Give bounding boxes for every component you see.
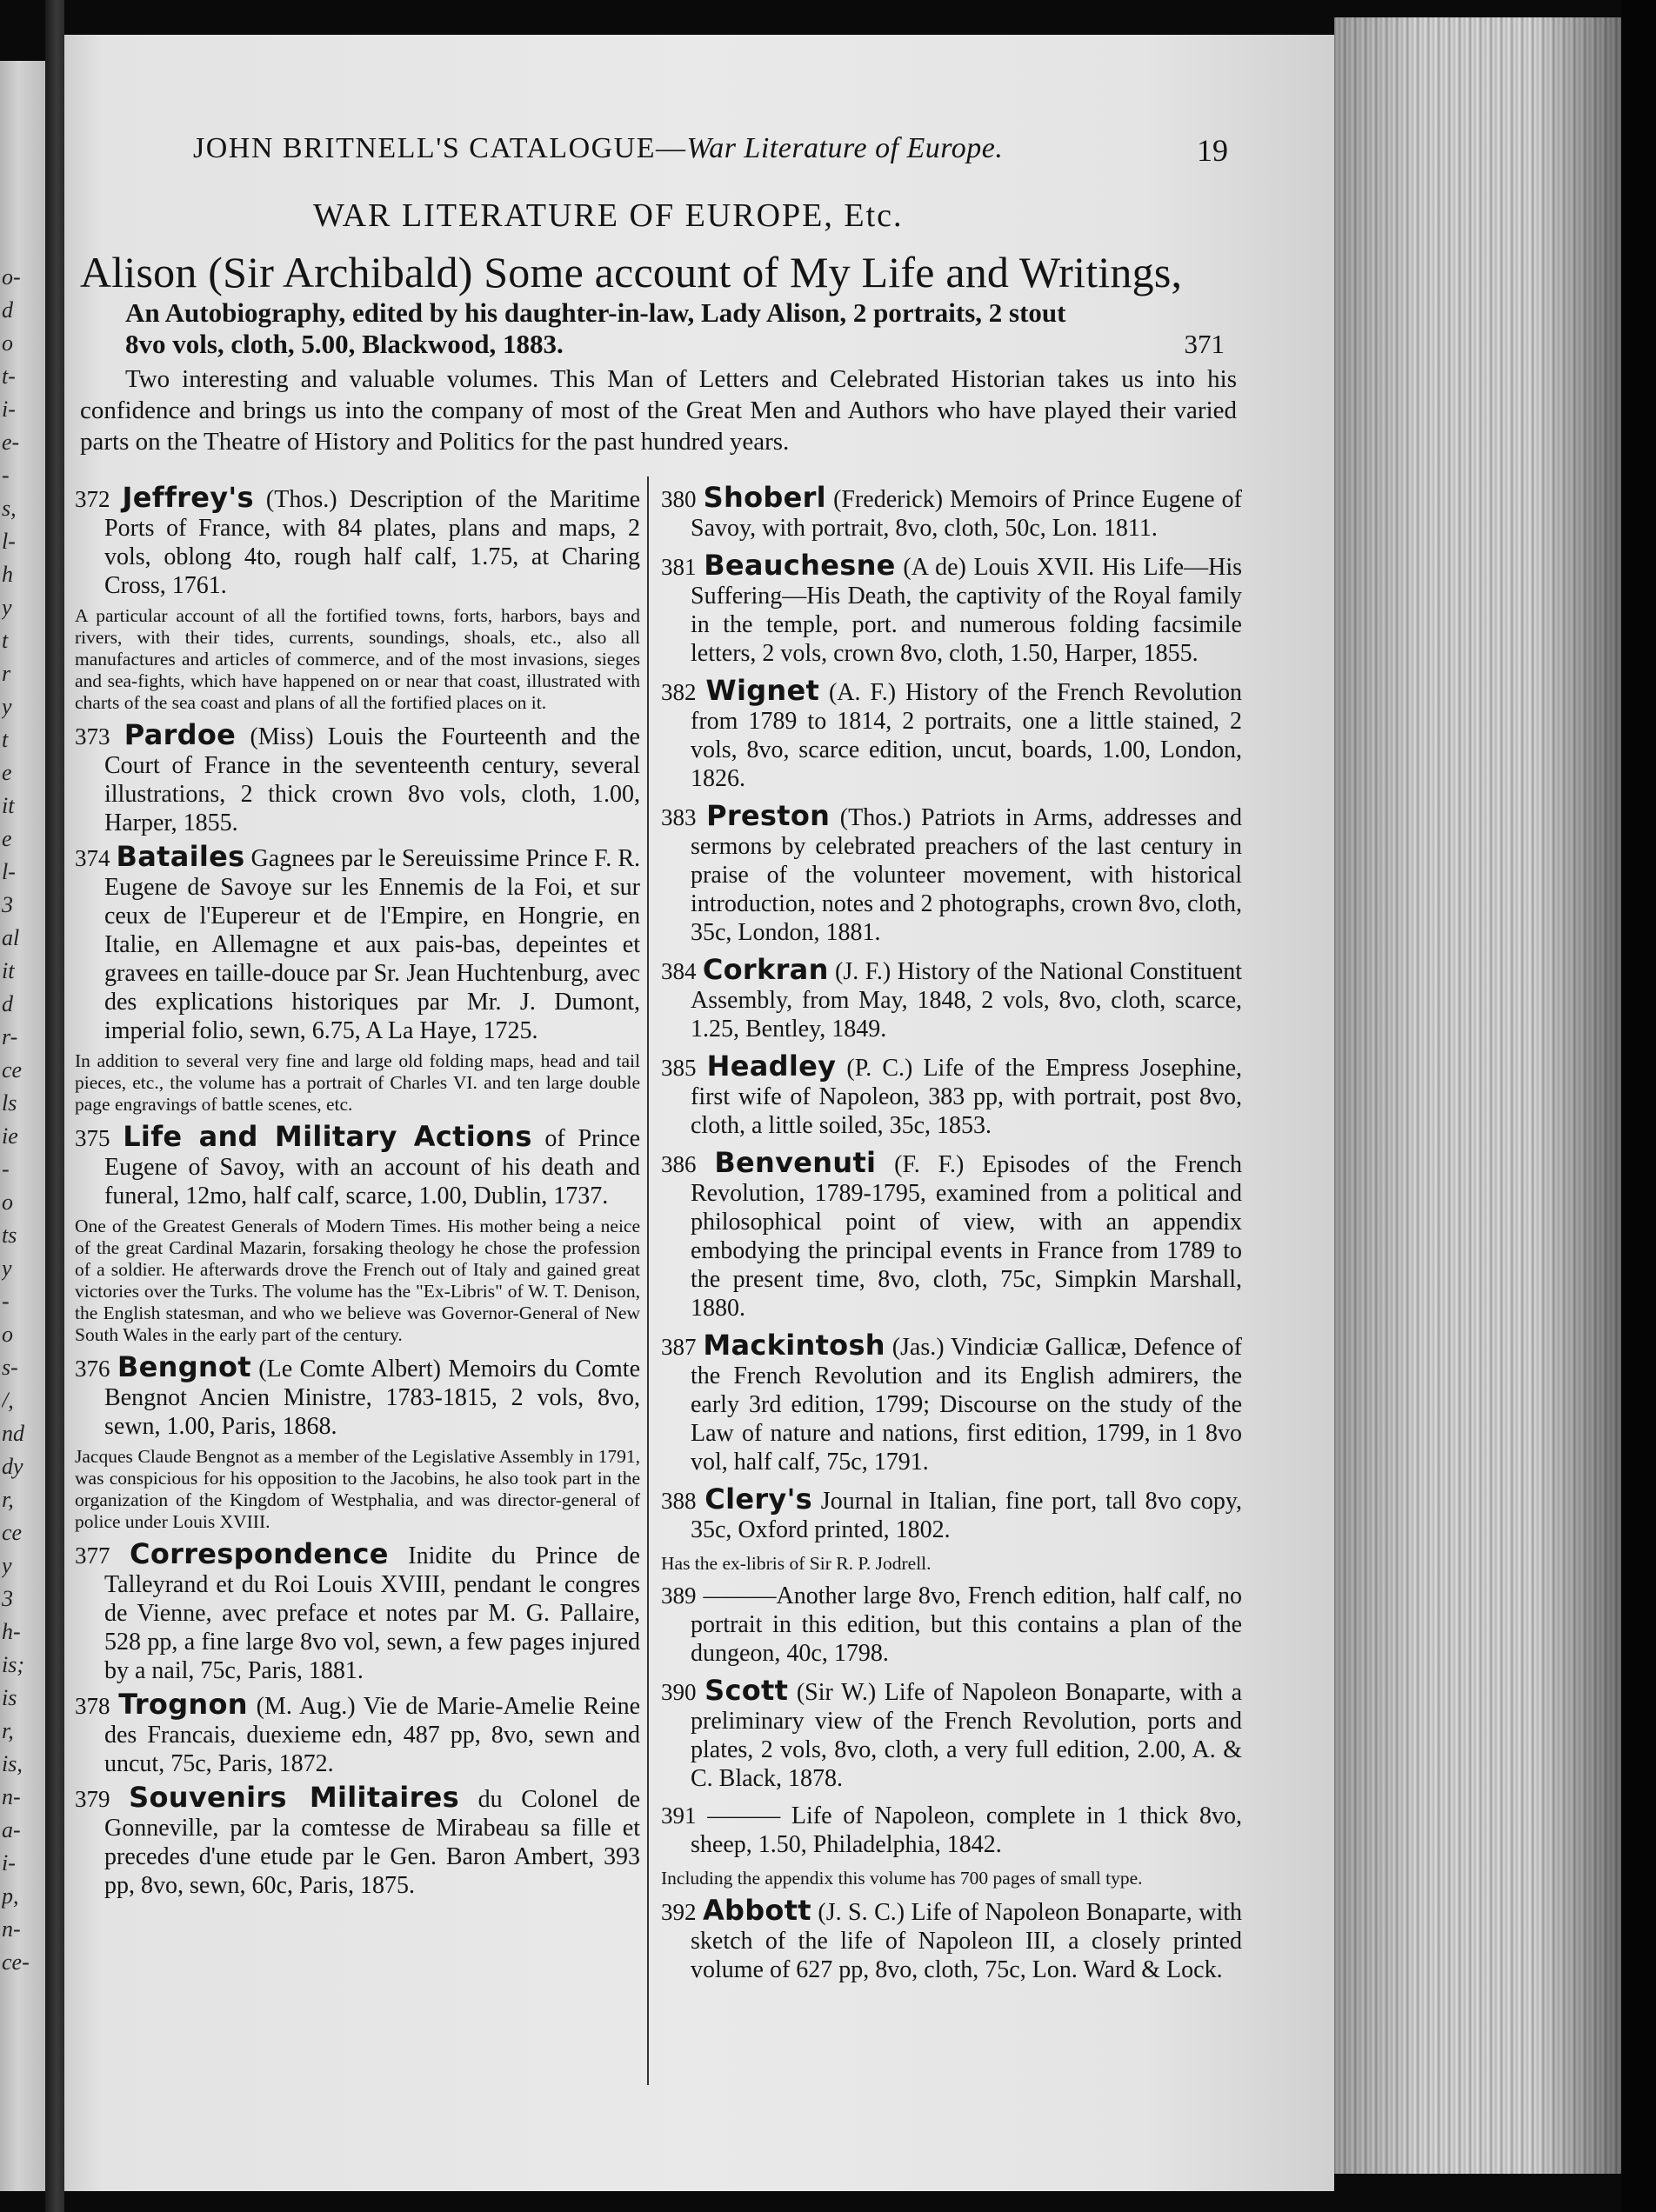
sliver-fragment: -: [2, 1156, 10, 1182]
column-divider: [647, 476, 649, 2085]
catalogue-entry: [75, 483, 640, 600]
lot-number: 387: [661, 1334, 697, 1360]
entry-description: (M. Aug.) Vie de Marie-Amelie Reine des Francais, duexieme edn, 487 pp, 8vo, sewn and uncut, 75c, Paris, 1872.: [104, 1693, 641, 1777]
lead-description: [80, 363, 1237, 457]
entry-note: Including the appendix this volume has 700 pages of small type.: [661, 1868, 1143, 1889]
entry-note: Jacques Claude Bengnot as a member of the Legislative Assembly in 1791, was conspicious for his opposition to the Jacobins, he also took part in the organization of the Kingdom of Westphalia, and was director-general of police under Louis XVIII.: [75, 1446, 640, 1532]
entry-description: ———Another large 8vo, French edition, half calf, no portrait in this edition, but this contains a plan of the dungeon, 40c, 1798.: [691, 1582, 1243, 1667]
entry-author: Batailes: [116, 840, 245, 873]
catalogue-entry: [661, 1331, 1242, 1476]
entry-description: (Frederick) Memoirs of Prince Eugene of Savoy, with portrait, 8vo, cloth, 50c, Lon. 1811.: [691, 486, 1242, 542]
entry-author: Life and Military Actions: [123, 1120, 532, 1153]
sliver-fragment: i-: [2, 396, 16, 422]
sliver-fragment: i-: [2, 1850, 16, 1876]
left-column: [75, 483, 640, 1905]
catalogue-entry: [661, 1582, 1242, 1668]
sliver-fragment: it: [2, 793, 15, 818]
sliver-fragment: d: [2, 297, 13, 323]
catalogue-entry: [661, 1482, 1243, 1544]
entry-author: Pardoe: [124, 718, 237, 751]
entry-description: Journal in Italian, fine port, tall 8vo copy, 35c, Oxford printed, 1802.: [691, 1488, 1243, 1543]
entry-note: A particular account of all the fortified towns, forts, harbors, bays and rivers, with their tides, currents, soundings, shoals, etc., also all manufactures and articles of commerce, and of the most invasions, sieges and sea-fights, which have happened on or near that coast, illustrated with charts of the sea coast and plans of all the fortified places on it.: [75, 605, 640, 713]
lead-subtitle: An Autobiography, edited by his daughter-in-law, Lady Alison, 2 portraits, 2 stout: [125, 297, 1066, 328]
sliver-fragment: l-: [2, 859, 16, 884]
sliver-fragment: y: [2, 1553, 12, 1578]
catalogue-entry: [661, 953, 1243, 1043]
catalogue-entry: [75, 1690, 640, 1778]
entry-author: Trognon: [118, 1688, 248, 1721]
sliver-fragment: e-: [2, 430, 20, 455]
sliver-fragment: y: [2, 694, 12, 719]
sliver-fragment: s-: [2, 1355, 18, 1380]
entry-description: (Miss) Louis the Fourteenth and the Court of France in the seventeenth century, several illustrations, 2 thick crown 8vo vols, cloth, 1.00, Harper, 1855.: [104, 723, 640, 836]
previous-page-fragments: [2, 261, 43, 1979]
sliver-fragment: t: [2, 727, 9, 752]
sliver-fragment: it: [2, 958, 15, 983]
lot-number: 392: [661, 1899, 697, 1925]
entry-author: Clery's: [704, 1482, 813, 1516]
entry-author: Corkran: [702, 953, 829, 986]
entry-author: Scott: [704, 1674, 789, 1707]
lead-title: Alison (Sir Archibald) Some account of My Life and Writings,: [80, 248, 1183, 296]
catalogue-entry: [75, 1350, 640, 1441]
previous-page-sliver: [0, 61, 45, 2191]
entry-description: (Jas.) Vindiciæ Gallicæ, Defence of the French Revolution and its English admirers, the early 3rd edition, 1799; Discourse on the study of the Law of nature and nations, first edition, 1799, in 1 8vo vol, half calf, 75c, 1791.: [691, 1334, 1243, 1476]
entry-author: Wignet: [705, 674, 820, 707]
entry-description: (J. S. C.) Life of Napoleon Bonaparte, with sketch of the life of Napoleon III, a closely printed volume of 627 pp, 8vo, cloth, 75c, Lon. Ward & Lock.: [691, 1899, 1242, 1983]
sliver-fragment: h: [2, 562, 13, 587]
lead-details: [125, 329, 1237, 360]
catalogue-entry: [661, 1146, 1243, 1323]
sliver-fragment: e: [2, 760, 12, 785]
sliver-fragment: o: [2, 330, 13, 356]
sliver-fragment: p,: [2, 1883, 19, 1909]
lot-number: 384: [661, 958, 697, 984]
entry-description: of Prince Eugene of Savoy, with an account of his death and funeral, 12mo, half calf, scarce, 1.00, Dublin, 1737.: [104, 1125, 641, 1209]
lot-number: 382: [661, 679, 697, 705]
sliver-fragment: o: [2, 1189, 13, 1215]
sliver-fragment: n-: [2, 1784, 21, 1809]
entry-author: Benvenuti: [714, 1146, 877, 1179]
catalogue-entry: [661, 1802, 1242, 1859]
sliver-fragment: d: [2, 991, 13, 1016]
sliver-fragment: r,: [2, 1487, 14, 1512]
sliver-fragment: l-: [2, 529, 16, 554]
catalogue-entry: [661, 1049, 1242, 1140]
sliver-fragment: ie: [2, 1123, 18, 1149]
catalogue-entry: [75, 840, 640, 1045]
sliver-fragment: e: [2, 826, 12, 851]
lot-number: 386: [661, 1151, 697, 1177]
lead-description-text: Two interesting and valuable volumes. This Man of Letters and Celebrated Historian takes us into his confidence and brings us into the company of most of the Great Men and Authors who have played their varied parts on the Theatre of History and Politics for the past hundred years.: [80, 365, 1237, 456]
lot-number: 381: [661, 554, 697, 580]
sliver-fragment: ts: [2, 1223, 17, 1248]
lot-number: 385: [661, 1055, 697, 1081]
entry-author: Abbott: [702, 1894, 811, 1927]
entry-note: In addition to several very fine and large old folding maps, head and tail pieces, etc., the volume has a portrait of Charles VI. and ten large double page engravings of battle scenes, etc.: [75, 1050, 640, 1115]
lot-number: 390: [661, 1679, 697, 1705]
sliver-fragment: t: [2, 628, 9, 653]
running-head: [193, 132, 1237, 165]
sliver-fragment: is: [2, 1685, 17, 1710]
running-head-italic: War Literature of Europe.: [686, 132, 1004, 164]
lot-number: 383: [661, 804, 697, 830]
lot-number: 374: [75, 845, 110, 871]
lot-number: 372: [75, 486, 110, 512]
entry-author: Souvenirs Militaires: [129, 1781, 460, 1814]
sliver-fragment: s,: [2, 496, 17, 521]
sliver-fragment: -: [2, 463, 10, 488]
catalogue-entry: [661, 1676, 1242, 1793]
catalogue-entry: [75, 1783, 640, 1900]
lot-number: 378: [75, 1693, 110, 1719]
sliver-fragment: n-: [2, 1916, 21, 1942]
sliver-fragment: ce: [2, 1520, 23, 1545]
sliver-fragment: r: [2, 661, 11, 686]
entry-author: Shoberl: [703, 481, 826, 514]
entry-description: Gagnees par le Sereuissime Prince F. R. Eugene de Savoye sur les Ennemis de la Foi, et sur ceux de l'Eupereur et de l'Empire, en Hongrie, en Italie, en Allemagne et aux pais-bas, depeintes et gravees en taille-douce par Sr. Jean Huchtenburg, avec des explications historiques par Mr. J. Dumont, imperial folio, sewn, 6.75, A La Haye, 1725.: [104, 845, 640, 1044]
sliver-fragment: ce-: [2, 1949, 30, 1975]
entry-description: ——— Life of Napoleon, complete in 1 thick 8vo, sheep, 1.50, Philadelphia, 1842.: [691, 1802, 1243, 1858]
left-gutter-shadow: [45, 0, 64, 2212]
page-number: 19: [1197, 133, 1228, 168]
sliver-fragment: 3: [2, 1586, 13, 1611]
entry-author: Preston: [706, 799, 831, 832]
entry-description: (J. F.) History of the National Constituent Assembly, from May, 1848, 2 vols, 8vo, cloth, scarce, 1.25, Bentley, 1849.: [691, 958, 1243, 1043]
lead-imprint: 8vo vols, cloth, 5.00, Blackwood, 1883.: [125, 329, 564, 359]
sliver-fragment: o-: [2, 264, 21, 290]
entry-description: (Le Comte Albert) Memoirs du Comte Bengnot Ancien Ministre, 1783-1815, 2 vols, 8vo, sewn, 1.00, Paris, 1868.: [104, 1356, 640, 1440]
lot-number: 376: [75, 1356, 110, 1382]
entry-description: Inidite du Prince de Talleyrand et du Roi Louis XVIII, pendant le congres de Vienne, avec preface et notes par M. G. Pallaire, 528 pp, a fine large 8vo vol, sewn, a few pages injured by a nail, 75c, Paris, 1881.: [104, 1542, 640, 1684]
entry-author: Correspondence: [130, 1537, 389, 1570]
lot-number: 379: [75, 1786, 110, 1812]
entry-author: Jeffrey's: [122, 481, 254, 514]
catalogue-entry: [661, 676, 1242, 793]
sliver-fragment: ce: [2, 1057, 23, 1083]
sliver-fragment: ls: [2, 1090, 17, 1116]
sliver-fragment: y: [2, 595, 12, 620]
catalogue-entry: [661, 483, 1242, 543]
right-column: [661, 483, 1242, 1993]
lot-number: 375: [75, 1125, 110, 1151]
entry-note: Has the ex-libris of Sir R. P. Jodrell.: [661, 1553, 932, 1574]
sliver-fragment: o: [2, 1322, 13, 1347]
entry-description: (A. F.) History of the French Revolution from 1789 to 1814, 2 portraits, one a little stained, 2 vols, 8vo, scarce edition, uncut, boards, 1.00, London, 1826.: [691, 679, 1242, 792]
entry-author: Headley: [706, 1049, 837, 1083]
lot-number: 388: [661, 1488, 697, 1514]
background-right: [1621, 0, 1656, 2212]
catalogue-entry: [75, 1120, 641, 1210]
sliver-fragment: r-: [2, 1024, 18, 1049]
lead-entry-alison: [80, 247, 1237, 457]
entry-description: (F. F.) Episodes of the French Revolution, 1789-1795, examined from a political and philosophical point of view, with an appendix embodying the principal events in France from 1789 to the present time, 8vo, cloth, 75c, Simpkin Marshall, 1880.: [691, 1151, 1243, 1322]
sliver-fragment: t-: [2, 363, 16, 389]
lead-lot-number: 371: [1184, 329, 1225, 359]
entry-description: (Thos.) Patriots in Arms, addresses and sermons by celebrated preachers of the last century in praise of the volunteer movement, with historical introduction, notes and 2 photographs, crown 8vo, cloth, 35c, London, 1881.: [691, 804, 1243, 946]
running-head-text: JOHN BRITNELL'S CATALOGUE—: [193, 132, 687, 164]
sliver-fragment: is,: [2, 1751, 23, 1776]
entry-description: (Thos.) Description of the Maritime Ports of France, with 84 plates, plans and maps, 2 vols, oblong 4to, rough half calf, 1.75, at Charing Cross, 1761.: [104, 486, 640, 599]
entry-description: (P. C.) Life of the Empress Josephine, first wife of Napoleon, 383 pp, with portrait, post 8vo, cloth, a little soiled, 35c, 1853.: [691, 1055, 1242, 1139]
sliver-fragment: r,: [2, 1718, 14, 1743]
lot-number: 389: [661, 1582, 697, 1609]
sliver-fragment: nd: [2, 1421, 24, 1446]
sliver-fragment: dy: [2, 1454, 23, 1479]
entry-description: (Sir W.) Life of Napoleon Bonaparte, with a preliminary view of the French Revolution, ports and plates, 2 vols, 8vo, cloth, a very full edition, 2.00, A. & C. Black, 1878.: [691, 1679, 1243, 1792]
sliver-fragment: 3: [2, 892, 13, 917]
entry-description: du Colonel de Gonneville, par la comtesse de Mirabeau sa fille et precedes d'une etude par le Gen. Baron Ambert, 393 pp, 8vo, sewn, 60c, Paris, 1875.: [104, 1786, 641, 1899]
entry-author: Mackintosh: [703, 1329, 885, 1362]
entry-author: Bengnot: [117, 1350, 251, 1383]
page-block-shading: [1334, 17, 1621, 2174]
entry-author: Beauchesne: [704, 549, 896, 582]
catalogue-entry: [661, 799, 1243, 947]
sliver-fragment: a-: [2, 1817, 21, 1842]
entry-note: One of the Greatest Generals of Modern Times. His mother being a neice of the great Cardinal Mazarin, forsaking theology he chose the profession of a soldier. He afterwards drove the French out of Italy and gained great victories over the Turks. The volume has the "Ex-Libris" of W. T. Denison, the English statesman, and who we believe was Governor-General of New South Wales in the early part of the century.: [75, 1216, 640, 1345]
sliver-fragment: al: [2, 925, 20, 950]
sliver-fragment: y: [2, 1256, 12, 1281]
lot-number: 373: [75, 723, 110, 750]
sliver-fragment: is;: [2, 1652, 24, 1677]
catalogue-entry: [75, 718, 640, 837]
catalogue-entry: [661, 551, 1242, 668]
sliver-fragment: -: [2, 1289, 10, 1314]
catalogue-entry: [661, 1896, 1242, 1984]
section-title: WAR LITERATURE OF EUROPE, Etc.: [313, 197, 904, 234]
lot-number: 380: [661, 486, 697, 512]
lot-number: 377: [75, 1542, 110, 1569]
entry-description: (A de) Louis XVII. His Life—His Suffering—His Death, the captivity of the Royal family in the temple, port. and numerous folding facsimile letters, 2 vols, crown 8vo, cloth, 1.50, Harper, 1855.: [691, 554, 1242, 667]
catalogue-entry: [75, 1537, 640, 1685]
sliver-fragment: h-: [2, 1619, 21, 1644]
lot-number: 391: [661, 1802, 697, 1829]
sliver-fragment: /,: [2, 1388, 14, 1413]
